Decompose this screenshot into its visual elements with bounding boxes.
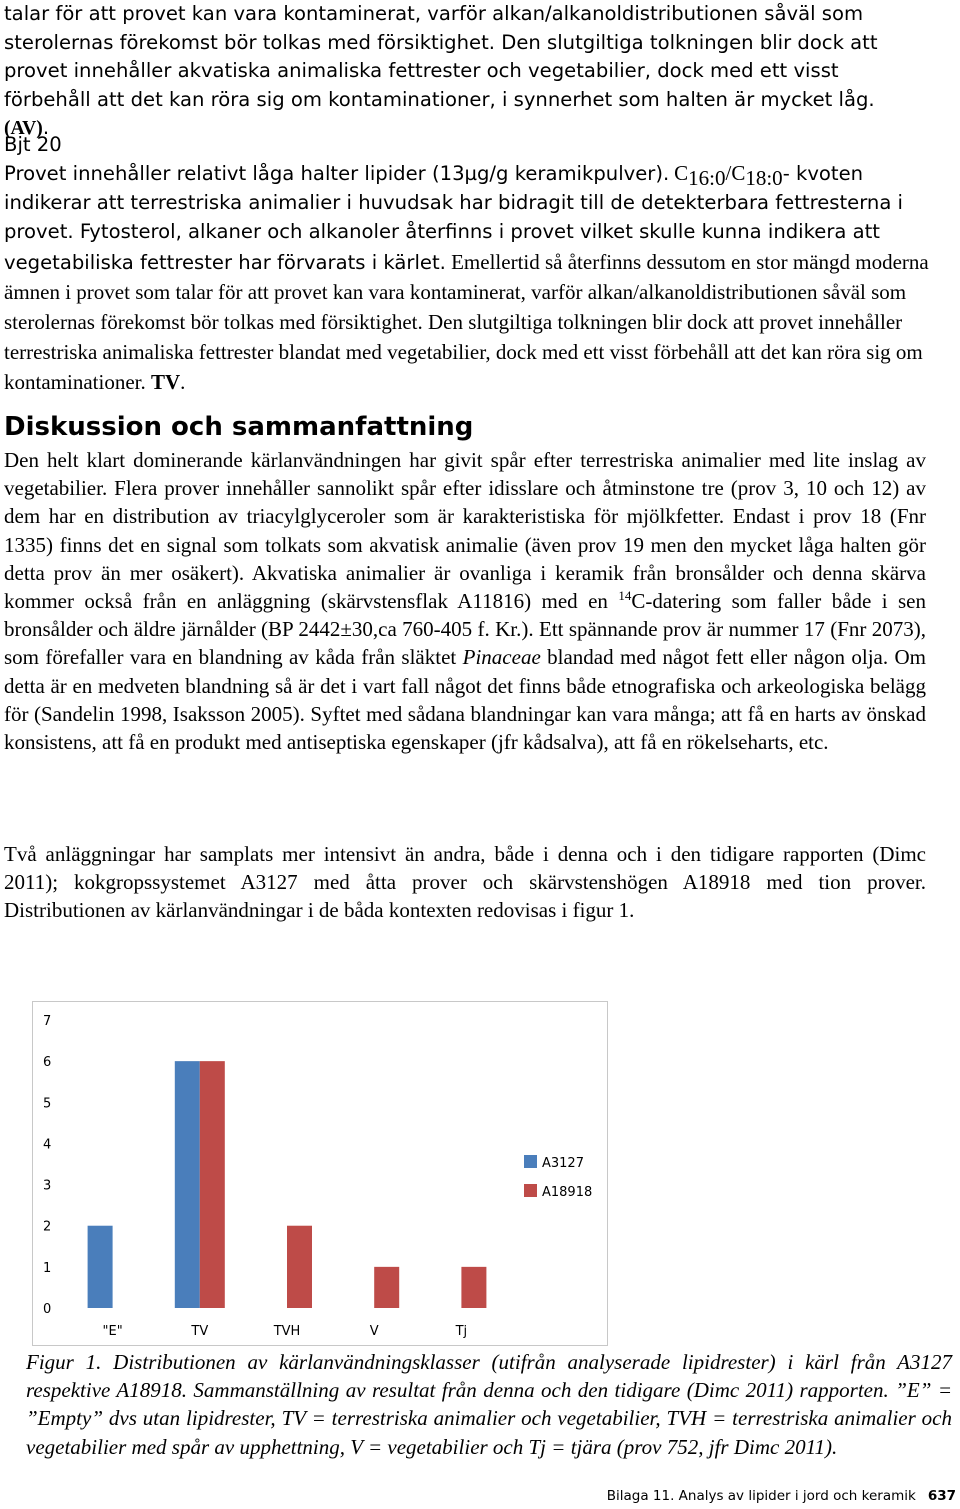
bjt20-tag: TV bbox=[150, 370, 181, 395]
section-heading: Diskussion och sammanfattning bbox=[4, 412, 474, 442]
bjt20-title: Bjt 20 bbox=[4, 133, 62, 156]
bjt20-slash: /C bbox=[725, 161, 746, 185]
legend-swatch-A18918 bbox=[524, 1184, 537, 1197]
bjt20-paragraph bbox=[4, 159, 934, 399]
y-tick-label: 3 bbox=[43, 1178, 52, 1194]
bjt20-serif-part: Emellertid så återfinns dessutom en stor mängd moderna ämnen i provet som talar för att provet kan vara kontaminerat, varför alkan/alkanoldistributionen såväl som sterolernas förekomst bör tolkas med försiktighet. Den slutgiltiga tolkningen blir dock att provet innehåller terrestriska animaliska fettrester blandat med vegetabilier, dock med ett visst förbehåll att det kan röra sig om kontaminationer. bbox=[4, 249, 929, 395]
page-number: 637 bbox=[927, 1488, 956, 1504]
second-paragraph: Två anläggningar har samplats mer intensivt än andra, både i denna och i den tidigare rapporten (Dimc 2011); kokgropssystemet A3127 med åtta prover och skärvstenshögen A18918 med tion prover. Distributionen av kärlanvändningar i de båda kontexten redovisas i figur 1. bbox=[4, 842, 926, 923]
bar-chart bbox=[33, 1002, 607, 1345]
bjt20-c1: C bbox=[674, 161, 689, 185]
discussion-part3: blandad med något fett eller någon olja. Om detta är en medveten blandning så är det i vart fall något det finns både etnografiska och arkeologiska belägg för (Sandelin 1998, Isaksson 2005). Syftet med sådana blandningar kan vara många; att få en harts av önskad konsistens, att få en produkt med antiseptiska egenskaper (jfr kådsalva), att få en rökelseharts, etc. bbox=[4, 645, 926, 755]
legend-label: A3127 bbox=[542, 1156, 584, 1171]
y-tick-label: 4 bbox=[43, 1137, 52, 1153]
legend-label: A18918 bbox=[542, 1185, 593, 1200]
x-tick-label: Tj bbox=[455, 1324, 468, 1339]
x-tick-label: "E" bbox=[102, 1324, 123, 1339]
x-tick-label: V bbox=[369, 1324, 379, 1339]
bjt20-c1-sub: 16:0 bbox=[688, 165, 726, 190]
discussion-part2: C-datering som faller både i sen bronsålder och äldre järnålder (BP 2442±30,ca 760-405 f. Kr.). Ett spännande prov är nummer 17 (Fnr 2073), som förefaller vara en blandning av kåda från släktet bbox=[4, 589, 927, 670]
legend-swatch-A3127 bbox=[524, 1155, 537, 1168]
discussion-part1: Den helt klart dominerande kärlanvändningen har givit spår efter terrestriska animalier med lite inslag av vegetabilier. Flera prover innehåller sannolikt spår efter idisslare och åtminstone tre (prov 3, 10 och 12) av dem har en distribution av triacylglyceroler som är karakteristiska för mjölkfetter. Endast i prov 18 (Fnr 1335) finns det en signal som tolkats som akvatisk animalie (även prov 19 men den mycket låga halten gör detta prov än mer osäkert). Akvatiska animalier är ovanliga i keramik från bronsålder och denna skärva kommer också från en anläggning (skärvstensflak A11816) med en bbox=[4, 448, 926, 614]
discussion-sup: 14 bbox=[618, 588, 632, 604]
discussion-italic: Pinaceae bbox=[462, 645, 541, 670]
y-tick-label: 0 bbox=[43, 1302, 52, 1317]
bjt20-c2-sub: 18:0 bbox=[745, 165, 783, 190]
y-tick-label: 1 bbox=[43, 1260, 52, 1276]
bar-A18918-3 bbox=[374, 1267, 399, 1308]
x-tick-label: TVH bbox=[273, 1324, 301, 1339]
top-paragraph bbox=[4, 0, 924, 144]
bar-A18918-1 bbox=[200, 1061, 225, 1308]
y-tick-label: 7 bbox=[43, 1014, 52, 1029]
top-paragraph-end: . bbox=[42, 116, 50, 139]
top-paragraph-tag: (AV) bbox=[4, 118, 43, 139]
chart-frame bbox=[32, 1001, 608, 1346]
y-tick-label: 2 bbox=[43, 1219, 52, 1235]
bjt20-sentence1: Provet innehåller relativt låga halter lipider (13µg/g keramikpulver). bbox=[4, 162, 670, 185]
x-tick-label: TV bbox=[191, 1324, 209, 1339]
discussion-paragraph bbox=[4, 446, 926, 756]
figure-caption: Figur 1. Distributionen av kärlanvändningsklasser (utifrån analyserade lipidrester) i kärl från A3127 respektive A18918. Sammanställning av resultat från denna och den tidigare (Dimc 2011) rapporten. ”E” = ”Empty” dvs utan lipidrester, TV = terrestriska animalier och vegetabilier, TVH = terrestriska animalier och vegetabilier med spår av upphettning, V = vegetabilier och Tj = tjära (prov 752, jfr Dimc 2011). bbox=[26, 1350, 952, 1459]
page-footer bbox=[607, 1487, 956, 1505]
y-tick-label: 6 bbox=[43, 1055, 52, 1071]
bjt20-rest: - kvoten indikerar att terrestriska animalier i huvudsak har bidragit till de detekterbara fettresterna i provet. Fytosterol, alkaner och alkanoler återfinns i provet vilket skulle kunna indikera att vegetabiliska fettrester har förvarats i kärlet. bbox=[4, 162, 903, 274]
bar-A3127-1 bbox=[175, 1061, 200, 1308]
footer-label: Bilaga 11. Analys av lipider i jord och keramik bbox=[606, 1488, 916, 1504]
bar-A18918-4 bbox=[461, 1267, 486, 1308]
top-paragraph-text: talar för att provet kan vara kontaminerat, varför alkan/alkanoldistributionen såväl som sterolernas förekomst bör tolkas med försiktighet. Den slutgiltiga tolkningen blir dock att provet innehåller akvatiska animaliska fettrester och vegetabilier, dock med ett visst förbehåll att det kan röra sig om kontaminationer, i synnerhet som halten är mycket låg. bbox=[4, 2, 878, 111]
bar-A18918-2 bbox=[287, 1226, 312, 1308]
bjt20-end: . bbox=[180, 370, 186, 395]
bar-A3127-0 bbox=[88, 1226, 113, 1308]
y-tick-label: 5 bbox=[43, 1096, 52, 1112]
